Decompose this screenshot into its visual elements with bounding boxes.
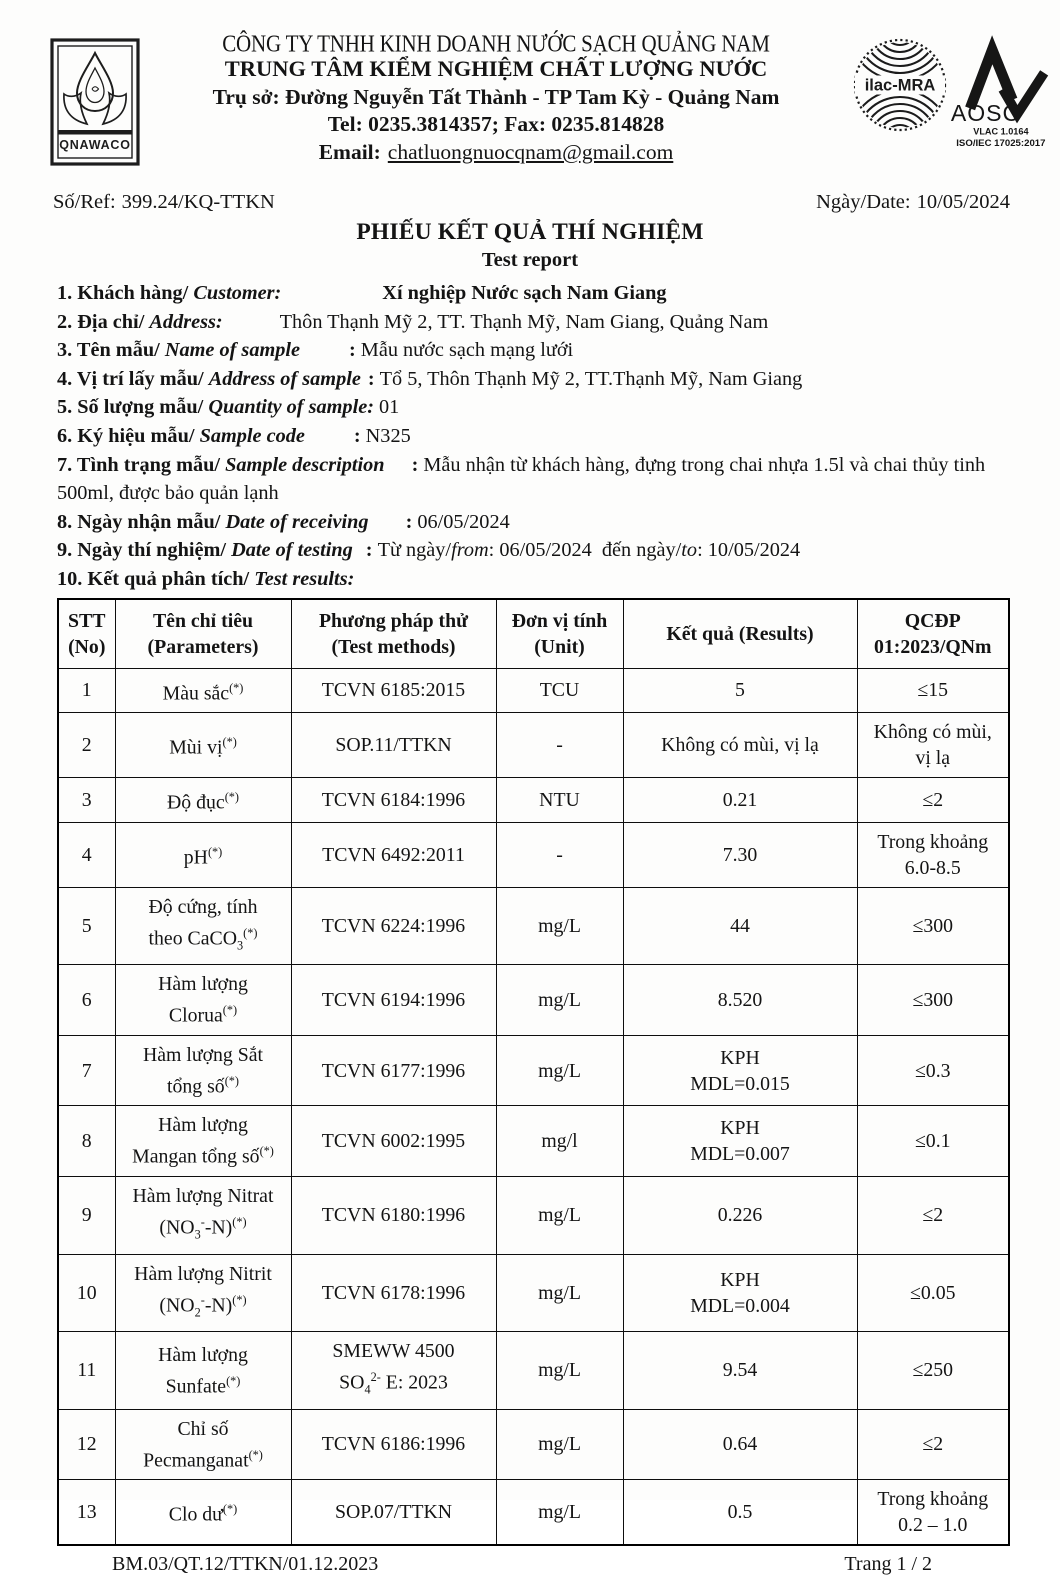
- result: KPH MDL=0.007: [623, 1106, 857, 1177]
- test-method: SOP.11/TTKN: [291, 713, 496, 778]
- table-row: [58, 1254, 1009, 1332]
- unit: -: [496, 713, 623, 778]
- test-method: TCVN 6185:2015: [291, 668, 496, 713]
- table-row: [58, 1035, 1009, 1106]
- center-name: TRUNG TÂM KIỂM NGHIỆM CHẤT LƯỢNG NƯỚC: [224, 56, 768, 81]
- info-item: [57, 308, 1020, 337]
- unit: mg/L: [496, 1480, 623, 1546]
- row-number: 13: [58, 1480, 115, 1546]
- test-method: SOP.07/TTKN: [291, 1480, 496, 1546]
- row-number: 12: [58, 1409, 115, 1480]
- email-address: chatluongnuocqnam@gmail.com: [387, 140, 674, 164]
- info-item-label: 10. Kết quả phân tích/ Test results:: [57, 567, 355, 590]
- table-row: [58, 778, 1009, 823]
- parameter-name: Độ đục(*): [115, 778, 291, 823]
- column-header: Phương pháp thử (Test methods): [291, 599, 496, 669]
- limit: ≤300: [857, 887, 1009, 965]
- result: 9.54: [623, 1332, 857, 1410]
- info-item-label: 6. Ký hiệu mẫu/ Sample code: [57, 424, 305, 447]
- aosc-label: AOSC: [950, 99, 1021, 126]
- unit: mg/L: [496, 965, 623, 1036]
- info-item: [57, 422, 1020, 451]
- column-header: Kết quả (Results): [623, 599, 857, 669]
- result: Không có mùi, vị lạ: [623, 713, 857, 778]
- result: 0.226: [623, 1177, 857, 1255]
- page-number: Trang 1 / 2: [844, 1553, 932, 1576]
- result: KPH MDL=0.004: [623, 1254, 857, 1332]
- parameter-name: Hàm lượng Nitrit $(NO_2^--N)^{(*)}$: [115, 1254, 291, 1332]
- info-item-label: 4. Vị trí lấy mẫu/ Address of sample: [57, 367, 361, 390]
- limit: ≤15: [857, 668, 1009, 713]
- unit: mg/L: [496, 1035, 623, 1106]
- result: 7.30: [623, 822, 857, 887]
- table-row: [58, 1332, 1009, 1410]
- parameter-name: Hàm lượng Nitrat $(NO_3^--N)^{(*)}$: [115, 1177, 291, 1255]
- table-row: [58, 965, 1009, 1036]
- results-table: [57, 598, 1010, 1547]
- parameter-name: Độ cứng, tính theo CaCO$_3$(*): [115, 887, 291, 965]
- info-item-value: Thôn Thạnh Mỹ 2, TT. Thạnh Mỹ, Nam Giang, Quảng Nam: [279, 310, 769, 333]
- info-item-value: 06/05/2024: [417, 510, 510, 533]
- unit: mg/L: [496, 1177, 623, 1255]
- info-item: [57, 336, 1020, 365]
- info-item-value: Mẫu nhận từ khách hàng, đựng trong chai nhựa 1.5l và chai thủy tinh 500ml, được bảo quản lạnh: [57, 453, 986, 505]
- info-item-label: 8. Ngày nhận mẫu/ Date of receiving: [57, 510, 369, 533]
- aosc-iso-code: ISO/IEC 17025:2017: [956, 137, 1046, 149]
- parameter-name: Màu sắc(*): [115, 668, 291, 713]
- info-item-label: 1. Khách hàng/ Customer:: [57, 282, 282, 304]
- result: 0.5: [623, 1480, 857, 1546]
- limit: ≤0.1: [857, 1106, 1009, 1177]
- parameter-name: Clo dư(*): [115, 1480, 291, 1546]
- unit: TCU: [496, 668, 623, 713]
- limit: ≤250: [857, 1332, 1009, 1410]
- results-table-body: [58, 668, 1009, 1545]
- test-method: TCVN 6184:1996: [291, 778, 496, 823]
- report-date: [816, 191, 1010, 214]
- limit: Trong khoảng 0.2 – 1.0: [857, 1480, 1009, 1546]
- ref-number: [53, 191, 275, 214]
- limit: ≤2: [857, 1177, 1009, 1255]
- table-row: [58, 822, 1009, 887]
- table-row: [58, 713, 1009, 778]
- info-item: [57, 565, 1020, 594]
- info-item-label: 5. Số lượng mẫu/ Quantity of sample:: [57, 396, 374, 419]
- qnawaco-stamp-icon: [50, 38, 140, 166]
- info-item-value: N325: [365, 424, 411, 447]
- tel-fax-line: Tel: 0235.3814357; Fax: 0235.814828: [327, 112, 665, 136]
- row-number: 8: [58, 1106, 115, 1177]
- aosc-vlac-code: VLAC 1.0164: [973, 126, 1029, 137]
- parameter-name: Hàm lượng Sắt tổng số(*): [115, 1035, 291, 1106]
- unit: mg/L: [496, 887, 623, 965]
- row-number: 1: [58, 668, 115, 713]
- info-item: [57, 393, 1020, 422]
- page-footer: [0, 1546, 1060, 1576]
- test-method: TCVN 6186:1996: [291, 1409, 496, 1480]
- ilac-mra-label: ilac-MRA: [864, 76, 936, 95]
- column-header: STT (No): [58, 599, 115, 669]
- row-number: 10: [58, 1254, 115, 1332]
- document-header: [0, 0, 1060, 171]
- qnawaco-label: QNAWACO: [59, 138, 131, 152]
- table-row: [58, 1409, 1009, 1480]
- info-item-value: Mẫu nước sạch mạng lưới: [360, 339, 574, 362]
- test-method: TCVN 6180:1996: [291, 1177, 496, 1255]
- table-row: [58, 1177, 1009, 1255]
- test-method: TCVN 6194:1996: [291, 965, 496, 1036]
- row-number: 9: [58, 1177, 115, 1255]
- accreditation-logos: [852, 36, 1048, 152]
- info-item-label: 3. Tên mẫu/ Name of sample: [57, 339, 301, 362]
- test-method: TCVN 6224:1996: [291, 887, 496, 965]
- parameter-name: Mùi vị(*): [115, 713, 291, 778]
- date-label: Ngày/Date:: [816, 191, 911, 213]
- column-header: QCĐP 01:2023/QNm: [857, 599, 1009, 669]
- test-method: TCVN 6002:1995: [291, 1106, 496, 1177]
- info-item-colon: :: [353, 424, 361, 447]
- unit: NTU: [496, 778, 623, 823]
- info-item-label: 7. Tình trạng mẫu/ Sample description: [57, 453, 385, 476]
- limit: ≤0.3: [857, 1035, 1009, 1106]
- info-item: [57, 365, 1020, 394]
- row-number: 3: [58, 778, 115, 823]
- result: 0.21: [623, 778, 857, 823]
- info-item: [57, 536, 1020, 565]
- test-method: SMEWW 4500 $SO_4^{2-}$ E: 2023: [291, 1332, 496, 1410]
- table-row: [58, 1106, 1009, 1177]
- date-value: 10/05/2024: [916, 191, 1010, 213]
- org-address: Trụ sở: Đường Nguyễn Tất Thành - TP Tam Kỳ - Quảng Nam: [212, 85, 780, 109]
- ilac-mra-logo-icon: [852, 36, 948, 134]
- meta-row: [0, 171, 1060, 214]
- email-line: [142, 140, 850, 165]
- ref-label: Số/Ref:: [53, 191, 116, 213]
- limit: ≤0.05: [857, 1254, 1009, 1332]
- info-item-colon: :: [405, 510, 413, 533]
- unit: mg/L: [496, 1332, 623, 1410]
- company-name: CÔNG TY TNHH KINH DOANH NƯỚC SẠCH QUẢNG NAM: [222, 30, 770, 58]
- row-number: 5: [58, 887, 115, 965]
- parameter-name: Hàm lượng Sunfate(*): [115, 1332, 291, 1410]
- ref-value: 399.24/KQ-TTKN: [121, 191, 275, 213]
- info-item-value: Từ ngày/from: 06/05/2024 đến ngày/to: 10/05/2024: [377, 539, 801, 562]
- qnawaco-logo: [50, 38, 140, 171]
- aosc-logo-icon: [948, 36, 1048, 152]
- info-item: [57, 279, 1020, 308]
- parameter-name: Hàm lượng Clorua(*): [115, 965, 291, 1036]
- info-item: [57, 451, 1020, 508]
- row-number: 7: [58, 1035, 115, 1106]
- parameter-name: Chỉ số Pecmanganat(*): [115, 1409, 291, 1480]
- unit: mg/L: [496, 1409, 623, 1480]
- row-number: 6: [58, 965, 115, 1036]
- unit: mg/l: [496, 1106, 623, 1177]
- limit: ≤300: [857, 965, 1009, 1036]
- info-item-colon: :: [365, 539, 373, 562]
- unit: -: [496, 822, 623, 887]
- info-item-label: 2. Địa chỉ/ Address:: [57, 310, 223, 333]
- parameter-name: Hàm lượng Mangan tổng số(*): [115, 1106, 291, 1177]
- email-label: Email:: [318, 140, 381, 164]
- table-row: [58, 668, 1009, 713]
- info-item: [57, 508, 1020, 537]
- result: 8.520: [623, 965, 857, 1036]
- info-item-colon: :: [349, 339, 356, 362]
- row-number: 2: [58, 713, 115, 778]
- info-item-value: Tổ 5, Thôn Thạnh Mỹ 2, TT.Thạnh Mỹ, Nam Giang: [379, 367, 803, 390]
- header-org-block: [140, 30, 852, 165]
- info-item-value: Xí nghiệp Nước sạch Nam Giang: [382, 282, 667, 304]
- form-code: BM.03/QT.12/TTKN/01.12.2023: [112, 1553, 379, 1576]
- result: KPH MDL=0.015: [623, 1035, 857, 1106]
- row-number: 4: [58, 822, 115, 887]
- row-number: 11: [58, 1332, 115, 1410]
- test-method: TCVN 6177:1996: [291, 1035, 496, 1106]
- test-method: TCVN 6492:2011: [291, 822, 496, 887]
- result: 44: [623, 887, 857, 965]
- result: 0.64: [623, 1409, 857, 1480]
- result: 5: [623, 668, 857, 713]
- table-row: [58, 1480, 1009, 1546]
- results-table-head: [58, 599, 1009, 669]
- limit: Không có mùi, vị lạ: [857, 713, 1009, 778]
- column-header: Đơn vị tính (Unit): [496, 599, 623, 669]
- info-item-value: 01: [378, 396, 400, 419]
- info-item-colon: :: [367, 367, 375, 390]
- table-row: [58, 887, 1009, 965]
- test-method: TCVN 6178:1996: [291, 1254, 496, 1332]
- document-title: PHIẾU KẾT QUẢ THÍ NGHIỆM: [356, 219, 704, 245]
- limit: ≤2: [857, 1409, 1009, 1480]
- unit: mg/L: [496, 1254, 623, 1332]
- column-header: Tên chỉ tiêu (Parameters): [115, 599, 291, 669]
- limit: ≤2: [857, 778, 1009, 823]
- limit: Trong khoảng 6.0-8.5: [857, 822, 1009, 887]
- parameter-name: pH(*): [115, 822, 291, 887]
- info-item-colon: :: [411, 453, 419, 476]
- info-item-label: 9. Ngày thí nghiệm/ Date of testing: [57, 539, 353, 562]
- info-items: [57, 279, 1020, 594]
- document-subtitle: Test report: [481, 249, 579, 271]
